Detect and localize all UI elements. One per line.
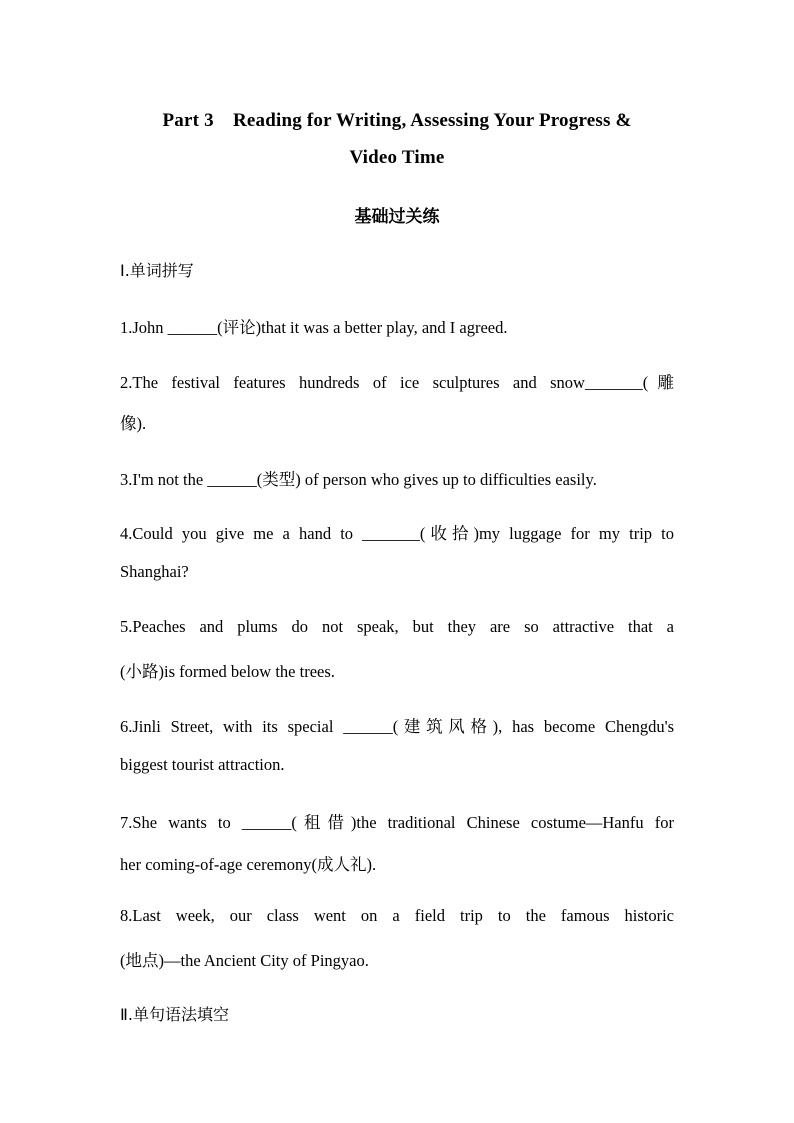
subtitle: 基础过关练: [354, 207, 440, 227]
question-4-line-1: 4.Could you give me a hand to _______(收拾)my luggage for my trip to: [120, 524, 674, 543]
question-2-line-2: 像).: [120, 414, 147, 433]
question-6-line-2: biggest tourist attraction.: [120, 755, 285, 774]
question-2-line-1: 2.The festival features hundreds of ice sculptures and snow_______(雕: [120, 373, 674, 392]
question-8-line-1: 8.Last week, our class went on a field trip to the famous historic: [120, 906, 674, 925]
question-5-line-1: 5.Peaches and plums do not speak, but they are so attractive that a: [120, 617, 674, 636]
question-4-line-2: Shanghai?: [120, 562, 189, 581]
section-heading-grammar: Ⅱ.单句语法填空: [120, 1005, 229, 1024]
question-6-line-1: 6.Jinli Street, with its special ______(建筑风格), has become Chengdu's: [120, 717, 674, 736]
question-1: 1.John ______(评论)that it was a better play, and I agreed.: [120, 318, 508, 337]
question-8-line-2: (地点)—the Ancient City of Pingyao.: [120, 951, 369, 970]
section-heading-spelling: Ⅰ.单词拼写: [120, 261, 194, 280]
title-line-2: Video Time: [349, 147, 445, 168]
question-5-line-2: (小路)is formed below the trees.: [120, 662, 335, 681]
question-7-line-1: 7.She wants to ______(租借)the traditional Chinese costume—Hanfu for: [120, 813, 674, 832]
question-3: 3.I'm not the ______(类型) of person who gives up to difficulties easily.: [120, 470, 597, 489]
title-line-1: Part 3 Reading for Writing, Assessing Your Progress &: [162, 110, 632, 131]
question-7-line-2: her coming-of-age ceremony(成人礼).: [120, 855, 377, 874]
